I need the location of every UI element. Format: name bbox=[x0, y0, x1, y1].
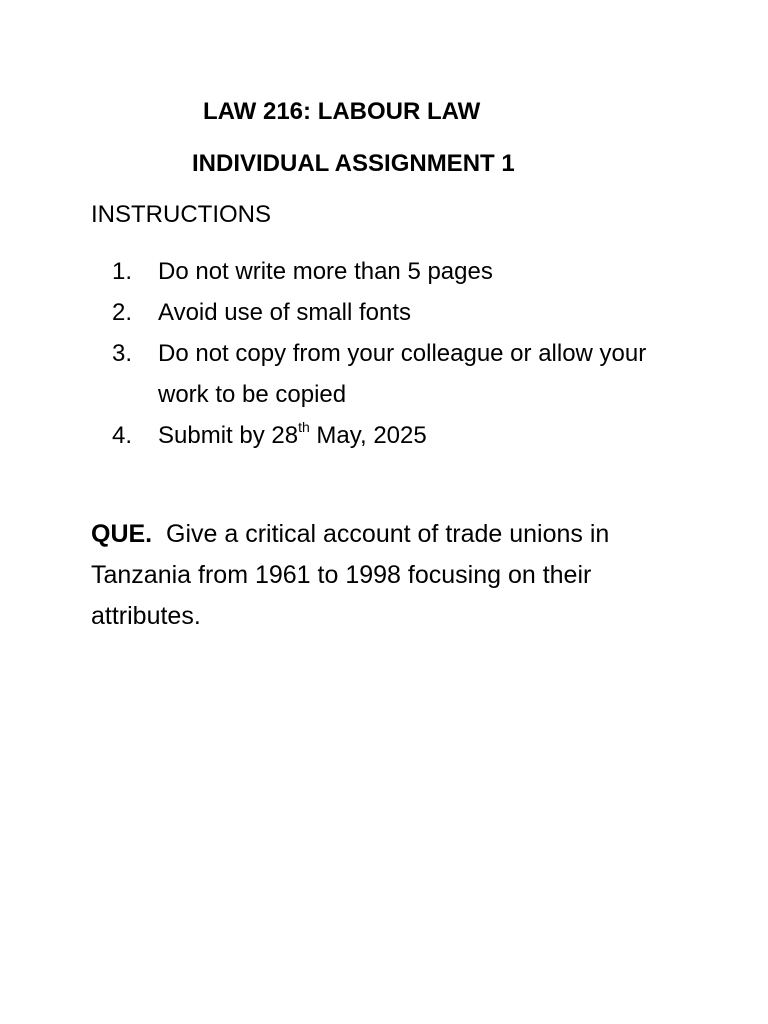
list-item-number: 3. bbox=[112, 340, 133, 367]
list-item-text: Avoid use of small fonts bbox=[158, 299, 412, 326]
submit-text-before: Submit by 28 bbox=[158, 422, 299, 449]
list-item-text: Do not copy from your colleague or allow your work to be copied bbox=[158, 340, 647, 408]
list-item-text bbox=[158, 415, 678, 456]
instructions-heading: INSTRUCTIONS bbox=[91, 201, 271, 228]
course-title: LAW 216: LABOUR LAW bbox=[203, 98, 481, 125]
question-text: Give a critical account of trade unions in Tanzania from 1961 to 1998 focusing on their attributes. bbox=[91, 520, 610, 630]
list-item bbox=[91, 333, 691, 415]
list-item-number: 1. bbox=[112, 258, 133, 285]
date-ordinal-superscript: th bbox=[298, 419, 310, 435]
list-item-number: 4. bbox=[112, 422, 133, 449]
question-label: QUE. bbox=[91, 520, 153, 548]
instructions-list bbox=[91, 251, 691, 456]
question-paragraph bbox=[91, 514, 691, 637]
list-item-text: Do not write more than 5 pages bbox=[158, 258, 493, 285]
list-item bbox=[91, 251, 691, 292]
assignment-title: INDIVIDUAL ASSIGNMENT 1 bbox=[192, 150, 515, 177]
list-item bbox=[91, 292, 691, 333]
list-item bbox=[91, 415, 691, 456]
list-item-number: 2. bbox=[112, 299, 133, 326]
submit-text-after: May, 2025 bbox=[309, 422, 427, 449]
